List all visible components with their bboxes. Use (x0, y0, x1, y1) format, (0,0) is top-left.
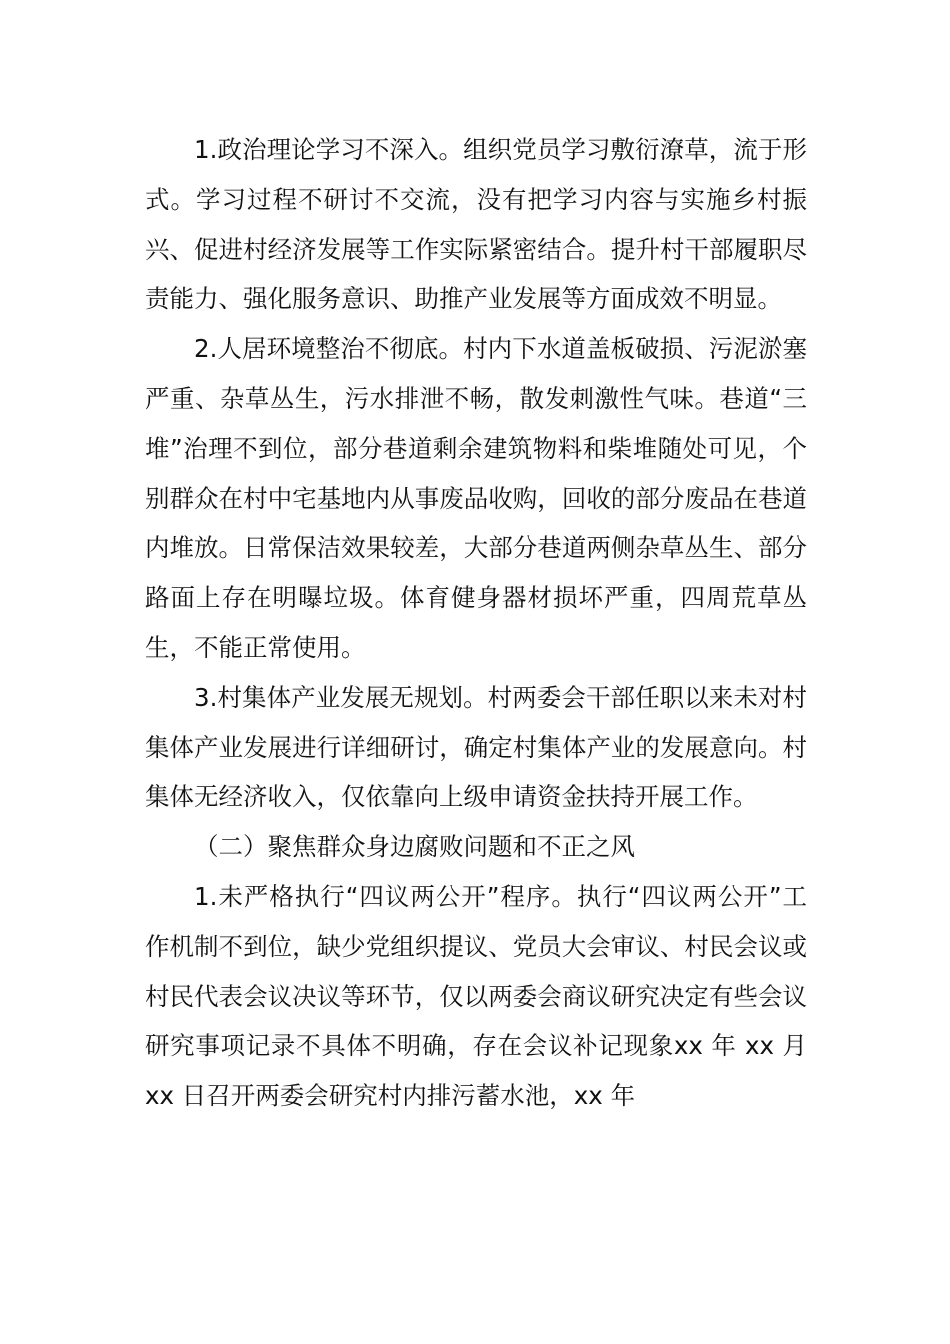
paragraph-collective-industry: 3.村集体产业发展无规划。村两委会干部任职以来未对村集体产业发展进行详细研讨，确定村集体产业的发展意向。村集体无经济收入，仅依靠向上级申请资金扶持开展工作。 (145, 682, 807, 812)
section-heading: （二）聚焦群众身边腐败问题和不正之风 (194, 832, 635, 862)
paragraph-four-discussions: 1.未严格执行“四议两公开”程序。执行“四议两公开”工作机制不到位，缺少党组织提议、党员大会审议、村民会议或村民代表会议决议等环节，仅以两委会商议研究决定有些会议研究事项记录不具体不明确，存在会议补记现象xx 年 xx 月 xx 日召开两委会研究村内排污蓄水池，xx 年 (145, 881, 807, 1111)
document-body (145, 125, 807, 1121)
paragraph-political-study: 1.政治理论学习不深入。组织党员学习敷衍潦草，流于形式。学习过程不研讨不交流，没有把学习内容与实施乡村振兴、促进村经济发展等工作实际紧密结合。提升村干部履职尽责能力、强化服务意识、助推产业发展等方面成效不明显。 (145, 135, 807, 314)
paragraph-living-environment: 2.人居环境整治不彻底。村内下水道盖板破损、污泥淤塞严重、杂草丛生，污水排泄不畅，散发刺激性气味。巷道“三堆”治理不到位，部分巷道剩余建筑物料和柴堆随处可见，个别群众在村中宅基地内从事废品收购，回收的部分废品在巷道内堆放。日常保洁效果较差，大部分巷道两侧杂草丛生、部分路面上存在明曝垃圾。体育健身器材损坏严重，四周荒草丛生，不能正常使用。 (145, 334, 807, 662)
